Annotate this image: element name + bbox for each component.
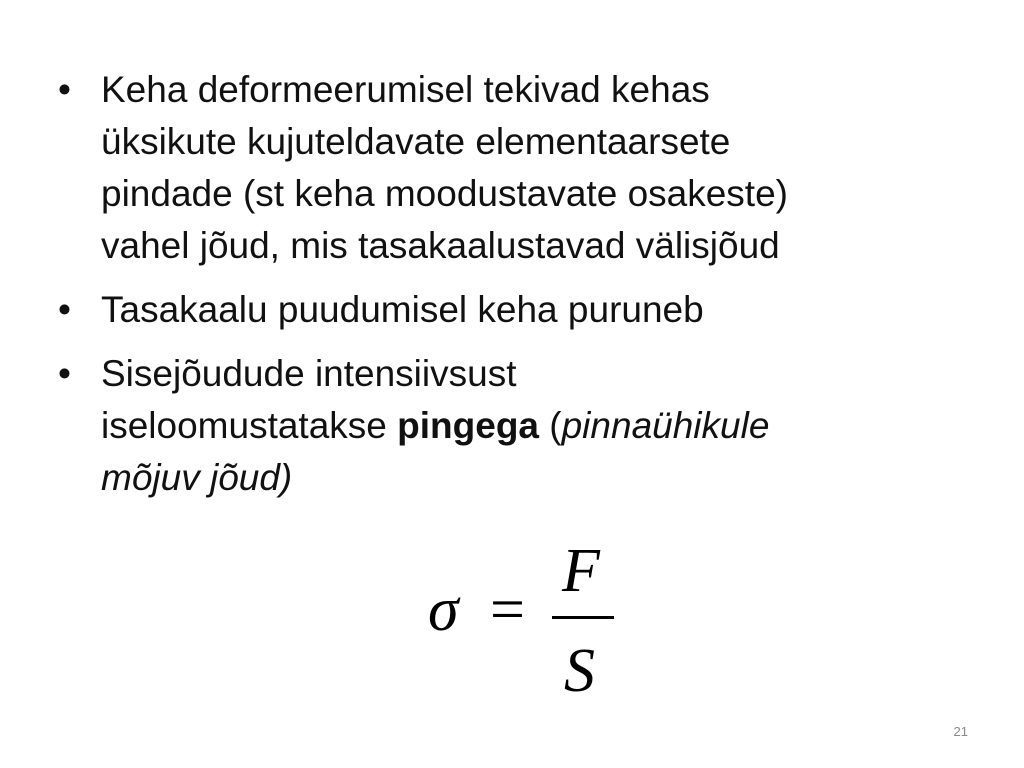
stress-definition-part-1: pinnaühikule <box>561 405 770 446</box>
bullet-text-line: Tasakaalu puudumisel keha puruneb <box>101 289 704 330</box>
bullet-item-deformation <box>58 64 963 272</box>
bullet-text-line: Sisejõudude intensiivsust <box>101 353 517 394</box>
bullet-text-line: vahel jõud, mis tasakaalustavad välisjõud <box>101 225 780 266</box>
fraction-bar <box>552 616 614 619</box>
parenthesis-open: ( <box>539 405 562 446</box>
bullet-item-stress <box>58 348 963 504</box>
bullet-text-line: Keha deformeerumisel tekivad kehas <box>101 69 710 110</box>
bullet-item-breakage <box>58 284 963 336</box>
formula-numerator: F <box>562 537 600 605</box>
bullet-text-line: üksikute kujuteldavate elementaarsete <box>101 121 731 162</box>
bullet-list <box>58 64 963 516</box>
bullet-marker: • <box>58 289 71 330</box>
stress-definition-part-2: mõjuv jõud) <box>101 457 293 498</box>
bullet-marker: • <box>58 353 71 394</box>
stress-formula <box>428 537 618 705</box>
bullet-text-line-mixed <box>101 400 963 452</box>
sigma-symbol: σ <box>428 576 459 644</box>
bullet-marker: • <box>58 69 71 110</box>
stress-description-prefix: iseloomustatakse <box>101 405 398 446</box>
equals-sign: = <box>490 576 525 644</box>
bullet-text-line: pindade (st keha moodustavate osakeste) <box>101 173 788 214</box>
slide-number: 21 <box>953 724 968 739</box>
stress-term: pingega <box>397 405 539 446</box>
formula-denominator: S <box>564 637 595 705</box>
